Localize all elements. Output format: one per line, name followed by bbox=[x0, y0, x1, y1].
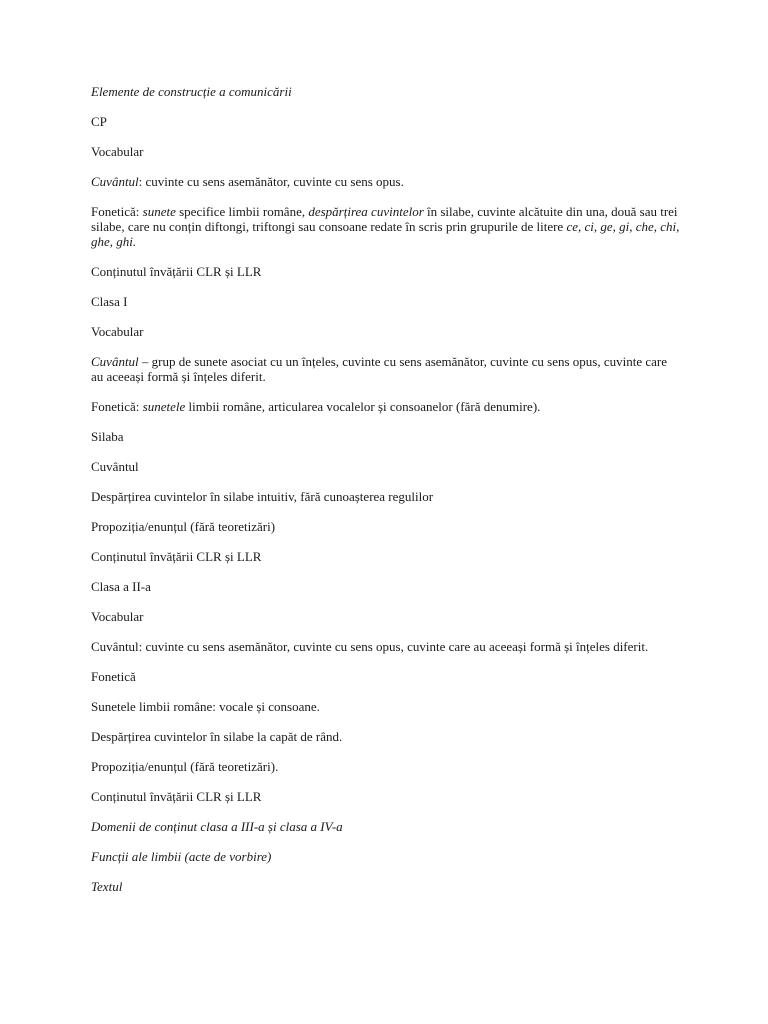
clasa34-functii: Funcții ale limbii (acte de vorbire) bbox=[91, 849, 272, 864]
cp-fonetica-mid1: specifice limbii române, bbox=[175, 204, 309, 219]
clasa2-continut: Conținutul învățării CLR și LLR bbox=[91, 789, 262, 804]
clasa1-fonetica-paragraph bbox=[91, 399, 681, 414]
cp-fonetica-prefix: Fonetică: bbox=[91, 204, 143, 219]
clasa1-fonetica-sunetele: sunetele bbox=[142, 399, 186, 414]
clasa1-fonetica-prefix: Fonetică: bbox=[91, 399, 143, 414]
clasa1-cuvantul-text: – grup de sunete asociat cu un înțeles, cuvinte cu sens asemănător, cuvinte cu sens opus, cuvinte care au aceeași formă și înțeles diferit. bbox=[91, 354, 668, 384]
clasa2-title: Clasa a II-a bbox=[91, 579, 151, 594]
clasa34-textul: Textul bbox=[91, 879, 123, 894]
clasa2-vocabulary-title: Vocabular bbox=[91, 609, 144, 624]
clasa1-fonetica-text: limbii române, articularea vocalelor și consoanelor (fără denumire). bbox=[185, 399, 541, 414]
cp-cuvantul-term: Cuvântul bbox=[91, 174, 139, 189]
cp-fonetica-grupuri: ce, ci, ge, gi, che, chi, ghe, ghi. bbox=[91, 219, 680, 249]
clasa2-despartirea: Despărțirea cuvintelor în silabe la capăt de rând. bbox=[91, 729, 343, 744]
cp-vocabulary-title: Vocabular bbox=[91, 144, 144, 159]
cp-fonetica-despartirea: despărțirea cuvintelor bbox=[308, 204, 424, 219]
clasa1-cuvantul: Cuvântul bbox=[91, 459, 139, 474]
clasa1-title: Clasa I bbox=[91, 294, 128, 309]
cp-label: CP bbox=[91, 114, 107, 129]
cp-continut: Conținutul învățării CLR și LLR bbox=[91, 264, 262, 279]
clasa1-cuvantul-term: Cuvântul bbox=[91, 354, 139, 369]
clasa2-propozitia: Propoziția/enunțul (fără teoretizări). bbox=[91, 759, 279, 774]
clasa1-silaba: Silaba bbox=[91, 429, 124, 444]
document-heading: Elemente de construcție a comunicării bbox=[91, 84, 292, 99]
clasa34-domenii: Domenii de conținut clasa a III-a și clasa a IV-a bbox=[91, 819, 343, 834]
cp-cuvantul-paragraph bbox=[91, 174, 681, 189]
clasa2-sunetele: Sunetele limbii române: vocale și consoane. bbox=[91, 699, 320, 714]
clasa2-fonetica-title: Fonetică bbox=[91, 669, 136, 684]
cp-fonetica-paragraph bbox=[91, 204, 681, 249]
clasa1-despartirea: Despărțirea cuvintelor în silabe intuitiv, fără cunoașterea regulilor bbox=[91, 489, 434, 504]
clasa1-cuvantul-paragraph bbox=[91, 354, 681, 384]
cp-fonetica-sunete: sunete bbox=[142, 204, 176, 219]
cp-cuvantul-text: : cuvinte cu sens asemănător, cuvinte cu sens opus. bbox=[138, 174, 404, 189]
clasa1-propozitia: Propoziția/enunțul (fără teoretizări) bbox=[91, 519, 276, 534]
cp-fonetica-mid2: în silabe, cuvinte alcătuite din una, două sau trei silabe, care nu conțin diftongi, triftongi sau consoane redate în scris prin grupurile de litere bbox=[91, 204, 678, 234]
document-page bbox=[91, 84, 681, 909]
clasa2-cuvantul-paragraph: Cuvântul: cuvinte cu sens asemănător, cuvinte cu sens opus, cuvinte care au aceeași formă și înțeles diferit. bbox=[91, 639, 649, 654]
clasa1-vocabulary-title: Vocabular bbox=[91, 324, 144, 339]
clasa1-continut: Conținutul învățării CLR și LLR bbox=[91, 549, 262, 564]
